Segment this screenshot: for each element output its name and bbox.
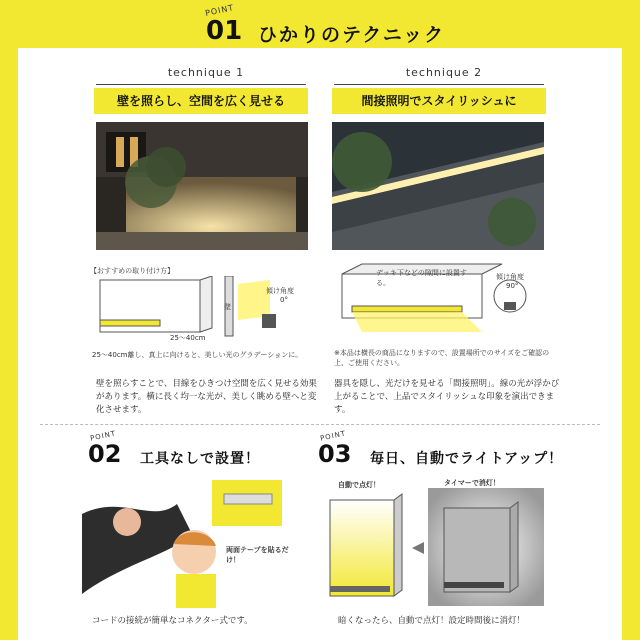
point-3-title: 毎日、自動でライトアップ！ [370,451,564,467]
point-3-caption: 暗くなったら、自動で点灯！設定時間後に消灯！ [338,616,526,626]
tilt-angle-label-1: 傾け角度 [266,287,294,295]
distance-label: 25〜40cm [170,334,206,342]
wall-lighting-photo [96,122,308,250]
point-label: POINT [204,3,235,18]
technique-2-label: technique 2 [405,66,483,79]
technique-1-divider [96,84,306,85]
tilt-angle-value-1: 0° [280,296,288,304]
installation-illustration [82,474,314,608]
technique-2-body: 器具を隠し、光だけを見せる「間接照明」。線の光が浮かび上がることで、上品でスタイリッシュな印象を演出できます。 [334,379,560,415]
technique-2-heading: 間接照明でスタイリッシュに [332,88,546,114]
deck-note: デッキ下などの隙間に設置する。 [376,269,467,287]
point-2-caption: コードの接続が簡単なコネクター式です。 [92,616,253,626]
page-header [0,4,640,48]
technique-2-note: ※本品は横長の商品になりますので、設置場所でのサイズをご確認の上、ご使用ください。 [334,349,550,367]
indirect-lighting-photo [332,122,544,250]
tape-note: 両面テープを貼るだけ！ [226,546,289,564]
timer-off-label: タイマーで消灯！ [444,479,500,487]
auto-timer-illustration [324,474,548,608]
wall-lighting-illustration [96,122,308,250]
auto-on-label: 自動で点灯！ [338,481,380,489]
technique-2-divider [334,84,544,85]
section-divider [40,424,600,425]
point-2-label: POINT [89,429,117,443]
point-number: 01 [206,16,243,46]
technique-1-note: 25〜40cm離し、真上に向けると、美しい光のグラデーションに。 [92,351,303,359]
mounting-diagram-title: 【おすすめの取り付け方】 [90,267,175,275]
technique-1-heading: 壁を照らし、空間を広く見せる [94,88,308,114]
technique-1-body: 壁を照らすことで、目線をひきつけ空間を広く見せる効果があります。横に長く均一な光が、美しく眺める壁へと変化させます。 [96,379,317,415]
indirect-lighting-illustration [332,122,544,250]
tilt-angle-value-2: 90° [506,282,519,290]
point-3-label: POINT [319,429,347,443]
wall-label: 壁 [224,303,231,311]
tilt-angle-label-2: 傾け角度 [496,273,524,281]
point-2-number: 02 [88,440,122,468]
page-title: ひかりのテクニック [258,24,446,46]
point-2-title: 工具なしで設置！ [140,451,260,467]
technique-1-label: technique 1 [167,66,245,79]
point-3-number: 03 [318,440,352,468]
